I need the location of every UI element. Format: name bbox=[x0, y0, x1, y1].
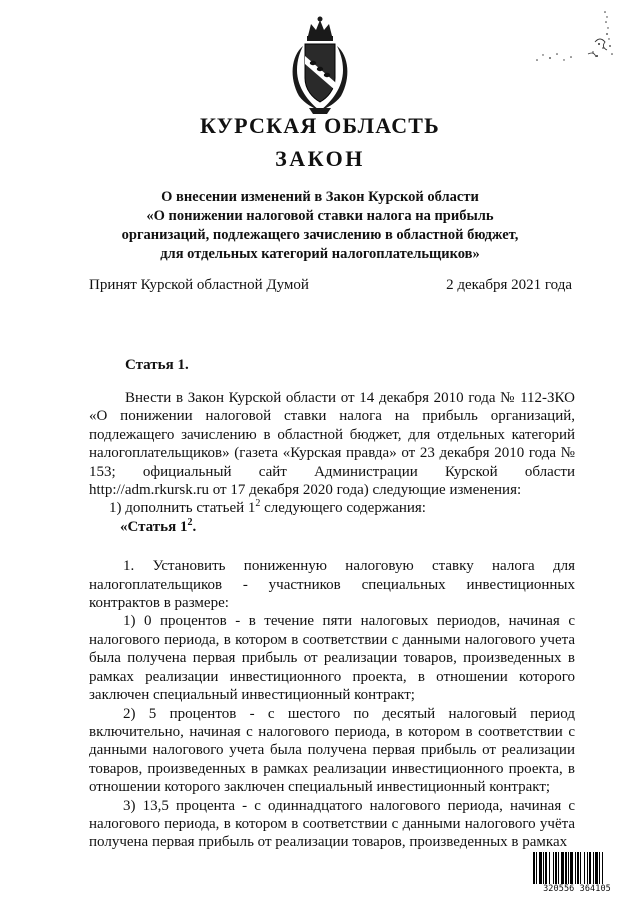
barcode-bar bbox=[533, 852, 535, 885]
superscript: 2 bbox=[255, 498, 261, 510]
barcode-bar bbox=[536, 852, 537, 885]
barcode-digits: 320556 364105 bbox=[531, 884, 623, 894]
article-intro-paragraph: Внести в Закон Курской области от 14 декабря 2010 года № 112-ЗКО «О понижении налоговой ставки налога на прибыль организаций, подлежащего зачислению в областной бюджет, для отдельных категорий налогоплательщиков» (газета «Курская правда» от 23 декабря 2010 года № 153; официальный сайт Администрации Курской области http://adm.rkursk.ru от 17 декабря 2020 года) следующие изменения: bbox=[89, 390, 575, 499]
barcode-bar bbox=[595, 852, 598, 885]
barcode-bar bbox=[539, 852, 542, 885]
barcode-bar bbox=[577, 852, 579, 885]
spacer bbox=[89, 536, 575, 557]
sub-item-paragraph: 1) 0 процентов - в течение пяти налоговых периодов, начиная с налогового периода, в котором в соответствии с данными налогового учета была получена первая прибыль от реализации товаров, произведенных в рамках реализации инвестиционного проекта, в отношении которого заключен специальный инвестиционный контракт; bbox=[89, 613, 575, 704]
superscript: 2 bbox=[187, 516, 193, 528]
point-paragraph: 1. Установить пониженную налоговую ставку налога для налогоплательщиков - участников специальных инвестиционных контрактов в размере: bbox=[89, 558, 575, 612]
barcode-bar bbox=[568, 852, 569, 885]
amendment-item-text: следующего содержания: bbox=[260, 500, 426, 517]
adopted-by: Принят Курской областной Думой bbox=[89, 277, 309, 293]
subject-line: О внесении изменений в Закон Курской области bbox=[161, 189, 479, 205]
barcode-bar bbox=[553, 852, 554, 885]
barcode-bar bbox=[545, 852, 547, 885]
article-heading: Статья 1. bbox=[125, 357, 189, 373]
barcode-bar bbox=[575, 852, 576, 885]
new-article-heading bbox=[89, 518, 575, 536]
adoption-date: 2 декабря 2021 года bbox=[446, 277, 572, 293]
amendment-item-text: 1) дополнить статьей 1 bbox=[109, 500, 256, 517]
amendment-item bbox=[89, 499, 575, 517]
barcode-bar bbox=[587, 852, 588, 885]
barcode-bar bbox=[555, 852, 557, 885]
barcode-bar bbox=[558, 852, 559, 885]
subject-line: «О понижении налоговой ставки налога на прибыль bbox=[146, 208, 494, 224]
barcode-bar bbox=[589, 852, 591, 885]
handwritten-mark bbox=[533, 8, 615, 78]
article-body bbox=[89, 389, 575, 852]
barcode-bar bbox=[584, 852, 585, 885]
document-type-title: ЗАКОН bbox=[275, 146, 365, 171]
sub-item-paragraph: 2) 5 процентов - с шестого по десятый налоговый период включительно, начиная с налогового периода, в котором в соответствии с данными налогового учета была получена первая прибыль от реализации товаров, произведенных в рамках реализации инвестиционного проекта, в отношении которого заключен специальный инвестиционный контракт; bbox=[89, 705, 575, 796]
barcode-bar bbox=[570, 852, 573, 885]
barcode-bar bbox=[599, 852, 600, 885]
barcode-bar bbox=[549, 852, 550, 885]
kursk-coat-of-arms-emblem bbox=[283, 16, 357, 116]
barcode-bar bbox=[602, 852, 603, 885]
barcode-bar bbox=[593, 852, 594, 885]
new-article-heading-text: «Статья 1 bbox=[120, 518, 188, 535]
sub-item-paragraph: 3) 13,5 процента - с одиннадцатого налогового периода, начиная с налогового периода, в котором в соответствии с данными налогового учёта получена первая прибыль от реализации товаров, произведенных в рамках bbox=[89, 797, 575, 851]
barcode-bar bbox=[580, 852, 581, 885]
region-title: КУРСКАЯ ОБЛАСТЬ bbox=[200, 113, 440, 138]
subject-line: организаций, подлежащего зачислению в областной бюджет, bbox=[121, 227, 519, 243]
barcode-bar bbox=[561, 852, 564, 885]
new-article-heading-text: . bbox=[192, 518, 197, 535]
barcode-bar bbox=[543, 852, 544, 885]
law-subject bbox=[90, 188, 550, 264]
subject-line: для отдельных категорий налогоплательщиков» bbox=[160, 246, 480, 262]
barcode-bar bbox=[565, 852, 567, 885]
